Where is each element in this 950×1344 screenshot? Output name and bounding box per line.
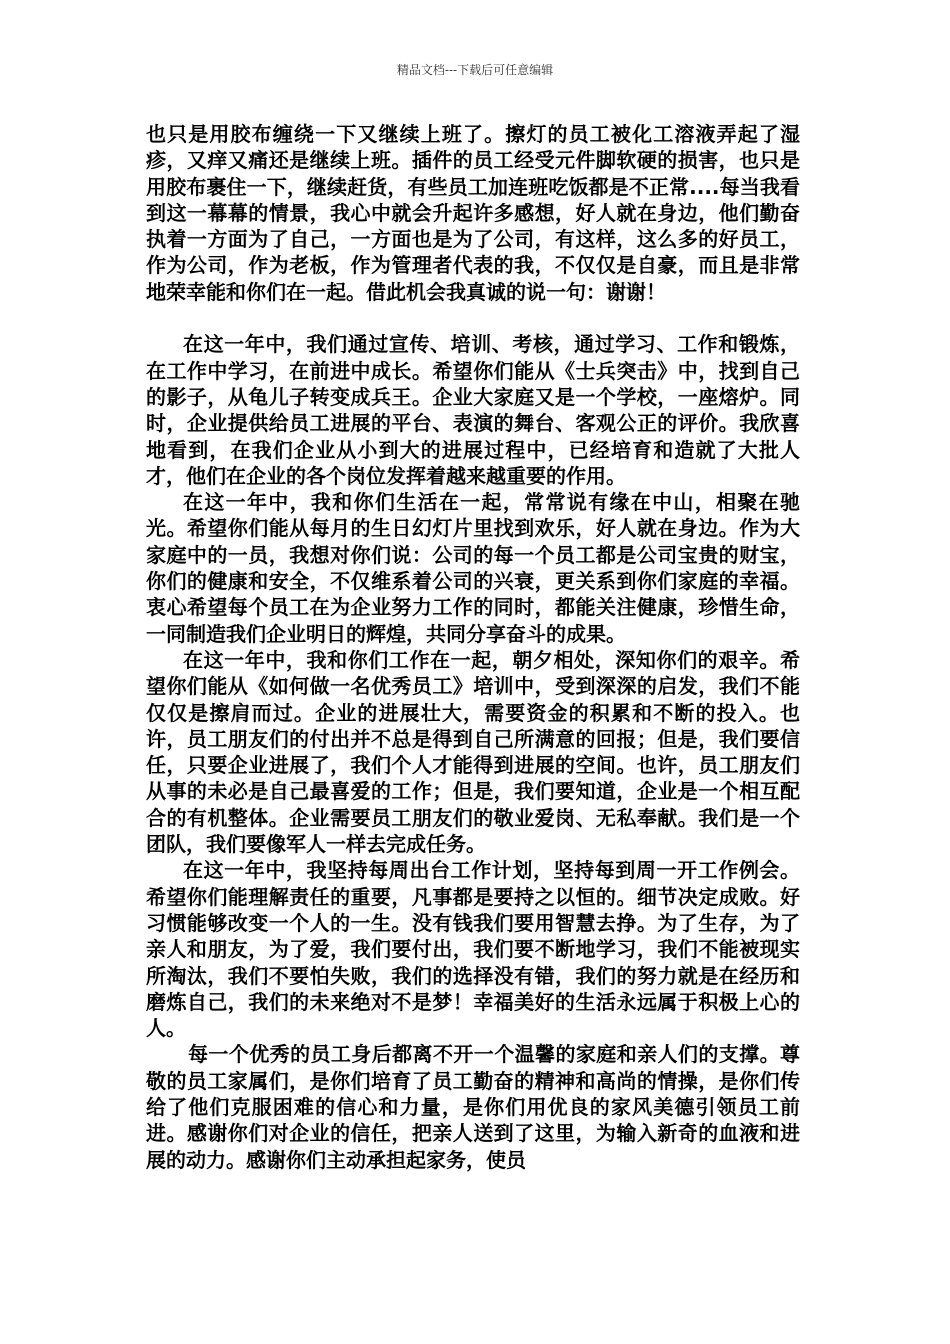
paragraph-weekly-plan: 在这一年中，我坚持每周出台工作计划，坚持每到周一开工作例会。希望你们能理解责任的重要，凡事都是要持之以恒的。细节决定成败。好习惯能够改变一个人的一生。没有钱我们要用智慧去挣。为了生存，为了亲人和朋友，为了爱，我们要付出，我们要不断地学习，我们不能被现实所淘汰，我们不要怕失败，我们的选择没有错，我们的努力就是在经历和磨炼自己，我们的未来绝对不是梦！幸福美好的生活永远属于积极上心的人。 — [146, 858, 800, 1041]
paragraph-training: 在这一年中，我们通过宣传、培训、考核，通过学习、工作和锻炼，在工作中学习，在前进中成长。希望你们能从《士兵突击》中，找到自己的影子，从龟儿子转变成兵王。企业大家庭又是一个学校，一座熔炉。同时，企业提供给员工进展的平台、表演的舞台、客观公正的评价。我欣喜地看到，在我们企业从小到大的进展过程中，已经培育和造就了大批人才，他们在企业的各个岗位发挥着越来越重要的作用。 — [146, 332, 800, 488]
paragraph-continuation: 也只是用胶布缠绕一下又继续上班了。擦灯的员工被化工溶液弄起了湿疹，又痒又痛还是继续上班。插件的员工经受元件脚软硬的损害，也只是用胶布裹住一下，继续赶货，有些员工加连班吃饭都是不正常....每当我看到这一幕幕的情景，我心中就会升起许多感想，好人就在身边，他们勤奋执着一方面为了自己，一方面也是为了公司，有这样，这么多的好员工，作为公司，作为老板，作为管理者代表的我，不仅仅是自豪，而且是非常地荣幸能和你们在一起。借此机会我真诚的说一句：谢谢！ — [146, 122, 800, 304]
paragraph-working-together: 在这一年中，我和你们工作在一起，朝夕相处，深知你们的艰辛。希望你们能从《如何做一名优秀员工》培训中，受到深深的启发，我们不能仅仅是擦肩而过。企业的进展壮大，需要资金的积累和不断的投入。也许，员工朋友们的付出并不总是得到自己所满意的回报；但是，我们要信任，只要企业进展了，我们个人才能得到进展的空间。也许，员工朋友们从事的未必是自己最喜爱的工作；但是，我们要知道，企业是一个相互配合的有机整体。企业需要员工朋友们的敬业爱岗、无私奉献。我们是一个团队，我们要像军人一样去完成任务。 — [146, 647, 800, 857]
paragraph-families: 每一个优秀的员工身后都离不开一个温馨的家庭和亲人们的支撑。尊敬的员工家属们，是你们培育了员工勤奋的精神和高尚的情操，是你们传给了他们克服困难的信心和力量，是你们用优良的家风美德引领员工前进。感谢你们对企业的信任，把亲人送到了这里，为输入新奇的血液和进展的动力。感谢你们主动承担起家务，使员 — [146, 1042, 800, 1172]
document-body — [146, 121, 800, 1173]
page-header: 精品文档---下载后可任意编辑 — [396, 63, 554, 77]
paragraph-living-together: 在这一年中，我和你们生活在一起，常常说有缘在中山，相聚在驰光。希望你们能从每月的生日幻灯片里找到欢乐，好人就在身边。作为大家庭中的一员，我想对你们说：公司的每一个员工都是公司宝贵的财宝，你们的健康和安全，不仅维系着公司的兴衰，更关系到你们家庭的幸福。衷心希望每个员工在为企业努力工作的同时，都能关注健康，珍惜生命，一同制造我们企业明日的辉煌，共同分享奋斗的成果。 — [146, 490, 800, 646]
blank-line — [146, 305, 800, 331]
